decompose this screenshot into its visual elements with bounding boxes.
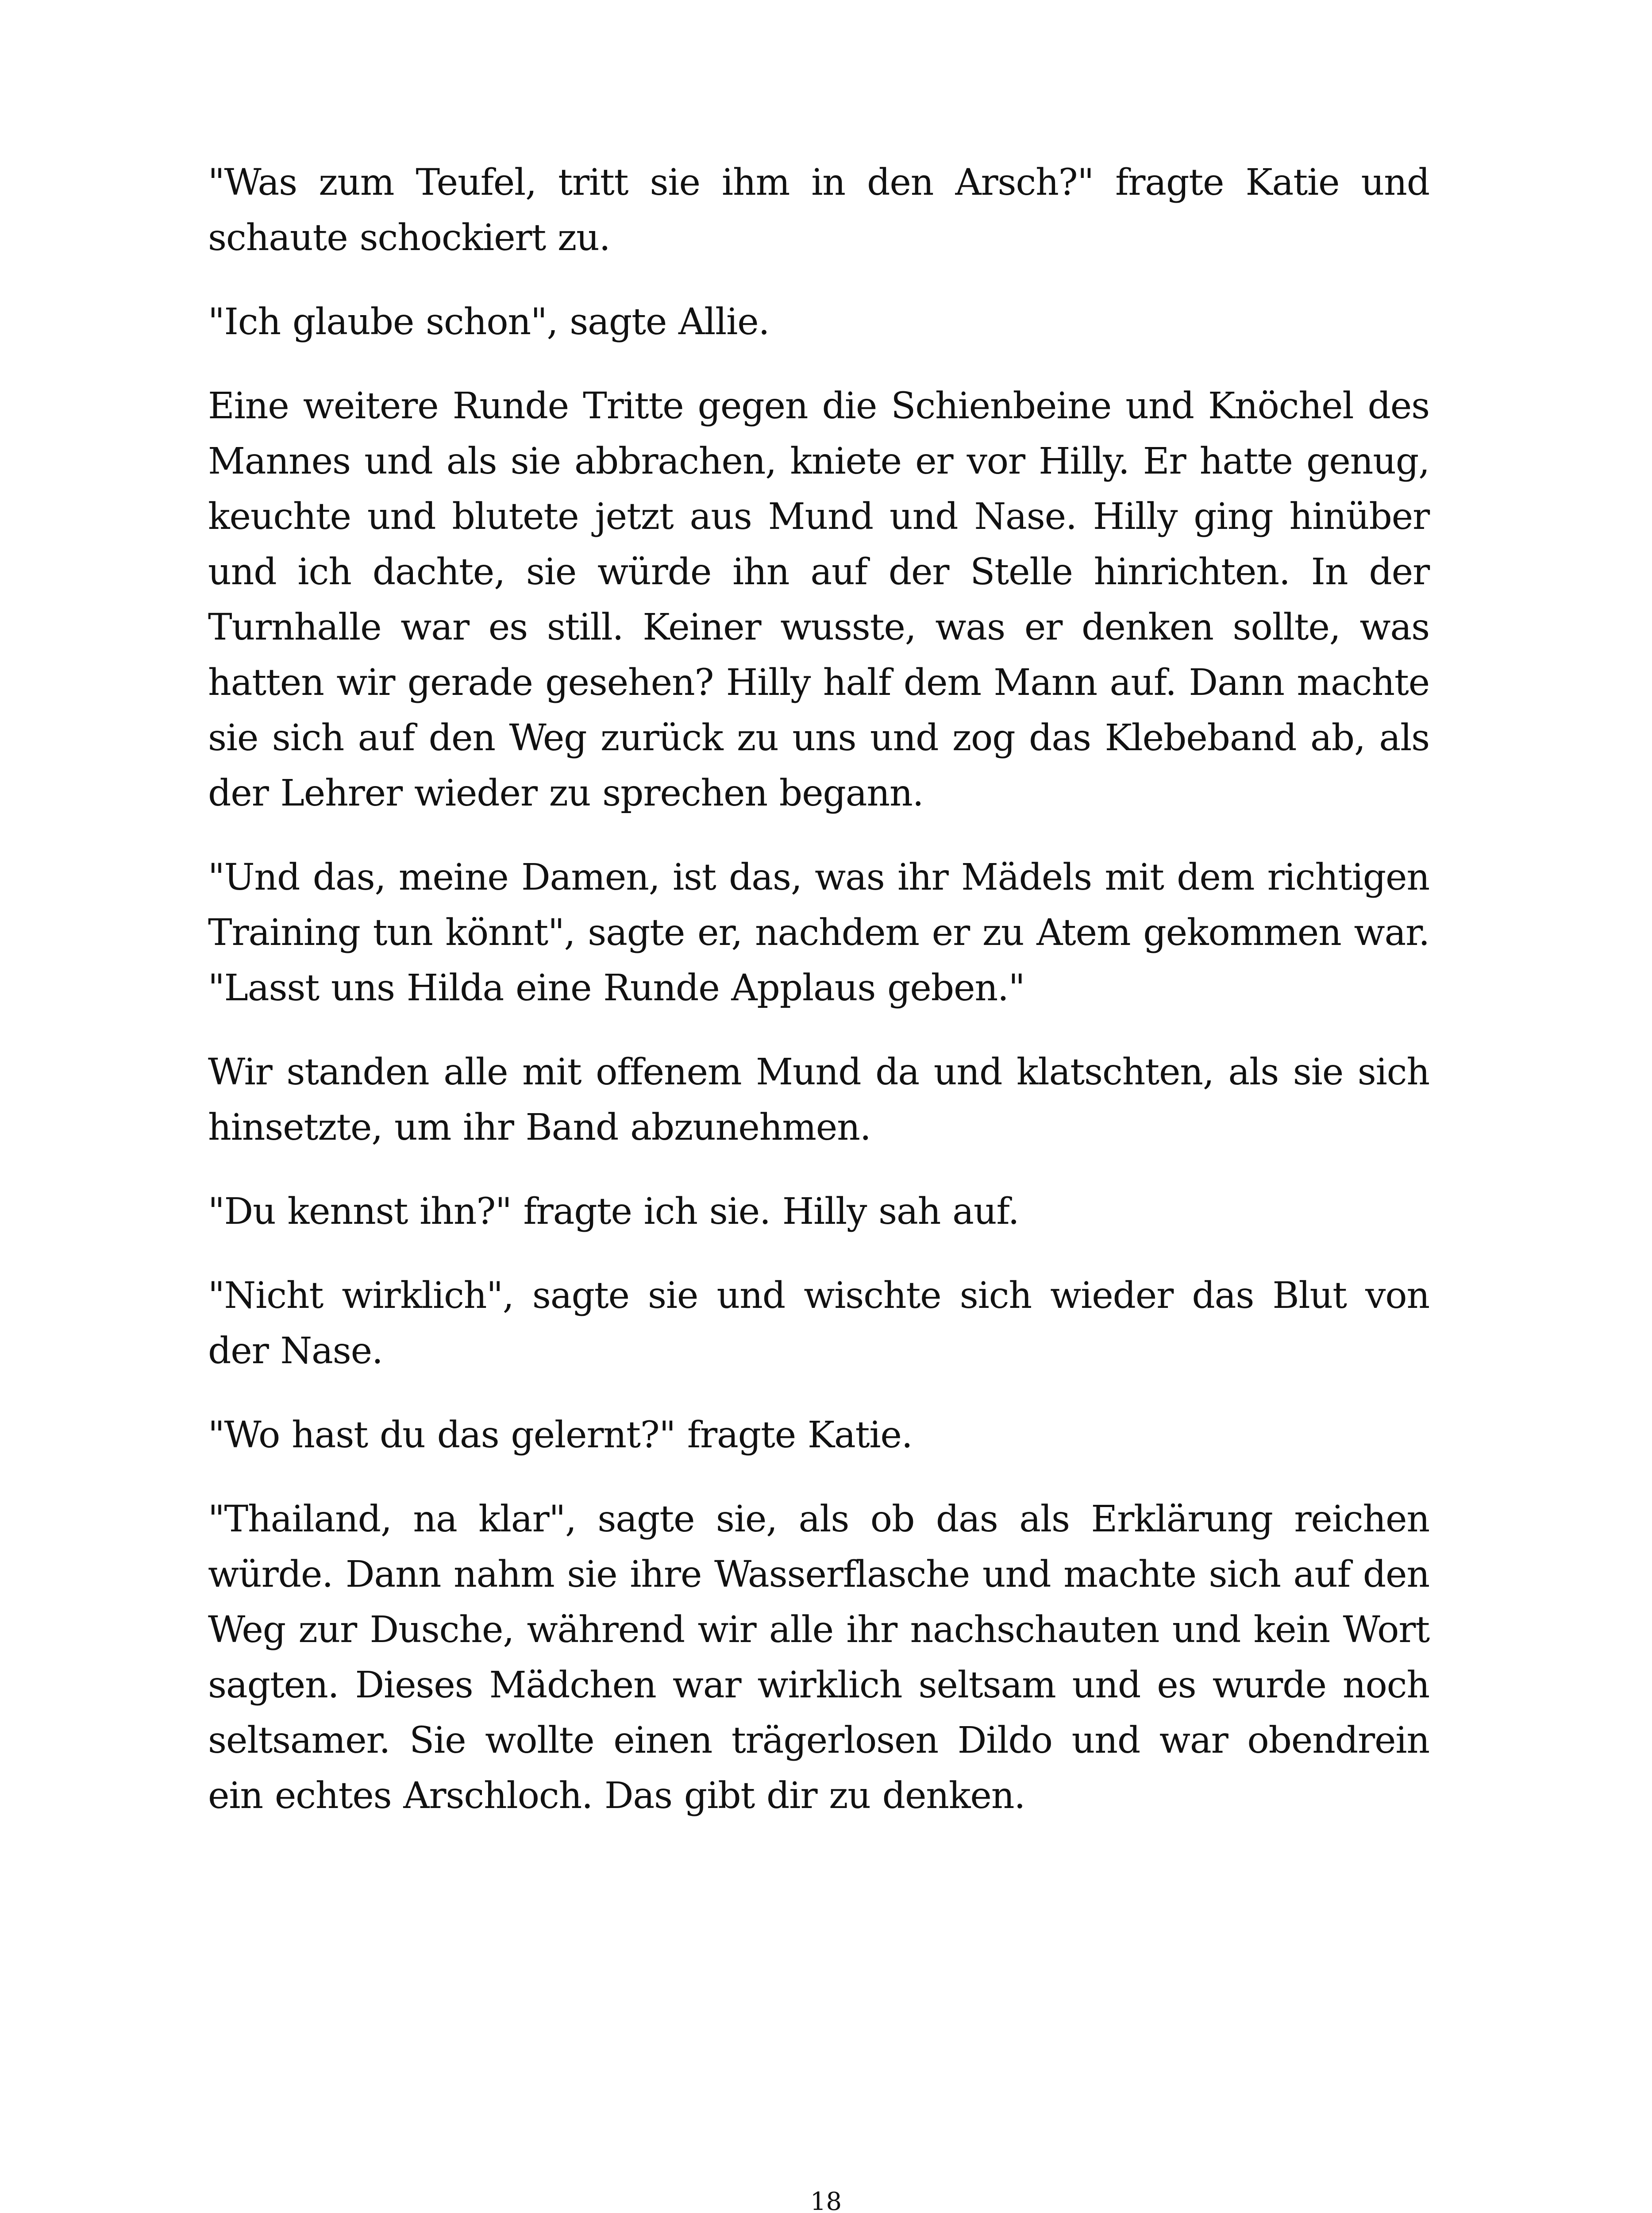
paragraph: "Wo hast du das gelernt?" fragte Katie. bbox=[208, 1414, 913, 1456]
paragraph: "Thailand, na klar", sagte sie, als ob das als Erklärung reichen würde. Dann nahm sie ihre Wasserflasche und machte sich auf den Weg zur Dusche, während wir alle ihr nachschauten und kein Wort sagten. Dieses Mädchen war wirklich seltsam und es wurde noch seltsamer. Sie wollte einen trägerlosen Dildo und war obendrein ein echtes Arschloch. Das gibt dir zu denken. bbox=[208, 1498, 1429, 1817]
body-text bbox=[208, 155, 1429, 1852]
paragraph: "Und das, meine Damen, ist das, was ihr Mädels mit dem richtigen Training tun könnt", sagte er, nachdem er zu Atem gekommen war. "Lasst uns Hilda eine Runde Applaus geben." bbox=[208, 856, 1429, 1009]
paragraph: Eine weitere Runde Tritte gegen die Schienbeine und Knöchel des Mannes und als sie abbrachen, kniete er vor Hilly. Er hatte genug, keuchte und blutete jetzt aus Mund und Nase. Hilly ging hinüber und ich dachte, sie würde ihn auf der Stelle hinrichten. In der Turnhalle war es still. Keiner wusste, was er denken sollte, was hatten wir gerade gesehen? Hilly half dem Mann auf. Dann machte sie sich auf den Weg zurück zu uns und zog das Klebeband ab, als der Lehrer wieder zu sprechen begann. bbox=[208, 385, 1429, 814]
page-number: 18 bbox=[810, 2187, 842, 2213]
paragraph: "Ich glaube schon", sagte Allie. bbox=[208, 301, 770, 343]
paragraph: Wir standen alle mit offenem Mund da und klatschten, als sie sich hinsetzte, um ihr Band abzunehmen. bbox=[208, 1051, 1429, 1149]
paragraph: "Was zum Teufel, tritt sie ihm in den Arsch?" fragte Katie und schaute schockiert zu. bbox=[208, 162, 1429, 259]
paragraph: "Nicht wirklich", sagte sie und wischte sich wieder das Blut von der Nase. bbox=[208, 1275, 1429, 1372]
paragraph: "Du kennst ihn?" fragte ich sie. Hilly sah auf. bbox=[208, 1191, 1019, 1233]
